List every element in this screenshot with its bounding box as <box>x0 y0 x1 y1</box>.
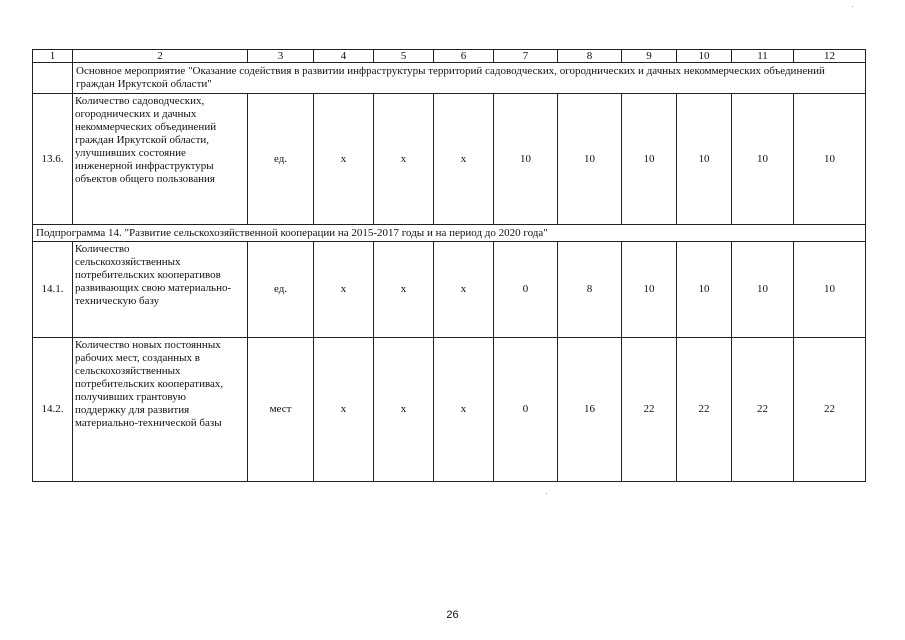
section-subprogram-14: Подпрограмма 14. "Развитие сельскохозяйственной кооперации на 2015-2017 годы и на период до 2020 года" <box>33 225 866 242</box>
value-cell: х <box>434 242 494 338</box>
column-header: 11 <box>732 50 794 63</box>
value-cell: 22 <box>622 338 677 482</box>
column-header: 6 <box>434 50 494 63</box>
value-cell: х <box>374 338 434 482</box>
column-header: 3 <box>248 50 314 63</box>
section-main-event: Основное мероприятие "Оказание содействия в развитии инфраструктуры территорий садоводческих, огороднических и дачных некоммерческих объединений граждан Иркутской области" <box>73 63 866 94</box>
value-cell: х <box>314 338 374 482</box>
value-cell: 10 <box>558 94 622 225</box>
value-cell: 22 <box>732 338 794 482</box>
indicator-name: Количество сельскохозяйственных потребительских кооперативов развивающих свою материально- техническую базу <box>73 242 248 338</box>
value-cell: х <box>314 242 374 338</box>
value-cell: 10 <box>622 242 677 338</box>
page-number: 26 <box>446 609 459 621</box>
value-cell: 10 <box>677 242 732 338</box>
indicator-name: Количество садоводческих, огороднических и дачных некоммерческих объединений граждан Иркутской области, улучшивших состояние инженерной инфраструктуры объектов общего пользования <box>73 94 248 225</box>
value-cell: х <box>434 94 494 225</box>
table-row <box>33 94 866 225</box>
section-row <box>33 63 866 94</box>
column-header: 2 <box>73 50 248 63</box>
value-cell: 16 <box>558 338 622 482</box>
value-cell: 0 <box>494 338 558 482</box>
value-cell: 10 <box>732 94 794 225</box>
value-cell: 10 <box>794 242 866 338</box>
value-cell: х <box>434 338 494 482</box>
unit-cell: мест <box>248 338 314 482</box>
unit-cell: ед. <box>248 94 314 225</box>
column-header: 7 <box>494 50 558 63</box>
value-cell: 22 <box>677 338 732 482</box>
value-cell: 0 <box>494 242 558 338</box>
column-number-row <box>33 50 866 63</box>
value-cell: х <box>374 94 434 225</box>
value-cell: 10 <box>494 94 558 225</box>
value-cell: 10 <box>622 94 677 225</box>
row-number: 14.2. <box>33 338 73 482</box>
column-header: 10 <box>677 50 732 63</box>
table-row <box>33 242 866 338</box>
row-number: 13.6. <box>33 94 73 225</box>
column-header: 8 <box>558 50 622 63</box>
value-cell: 10 <box>677 94 732 225</box>
column-header: 12 <box>794 50 866 63</box>
unit-cell: ед. <box>248 242 314 338</box>
row-number: 14.1. <box>33 242 73 338</box>
empty-cell <box>33 63 73 94</box>
value-cell: 22 <box>794 338 866 482</box>
value-cell: 10 <box>732 242 794 338</box>
section-row <box>33 225 866 242</box>
indicator-name: Количество новых постоянных рабочих мест, созданных в сельскохозяйственных потребительских кооперативах, получивших грантовую поддержку для развития материально-технической базы <box>73 338 248 482</box>
value-cell: 10 <box>794 94 866 225</box>
table-row <box>33 338 866 482</box>
column-header: 4 <box>314 50 374 63</box>
scan-speck <box>852 6 853 7</box>
column-header: 1 <box>33 50 73 63</box>
value-cell: 8 <box>558 242 622 338</box>
value-cell: х <box>314 94 374 225</box>
indicators-table <box>32 49 866 482</box>
value-cell: х <box>374 242 434 338</box>
column-header: 5 <box>374 50 434 63</box>
scan-speck <box>546 493 547 494</box>
column-header: 9 <box>622 50 677 63</box>
